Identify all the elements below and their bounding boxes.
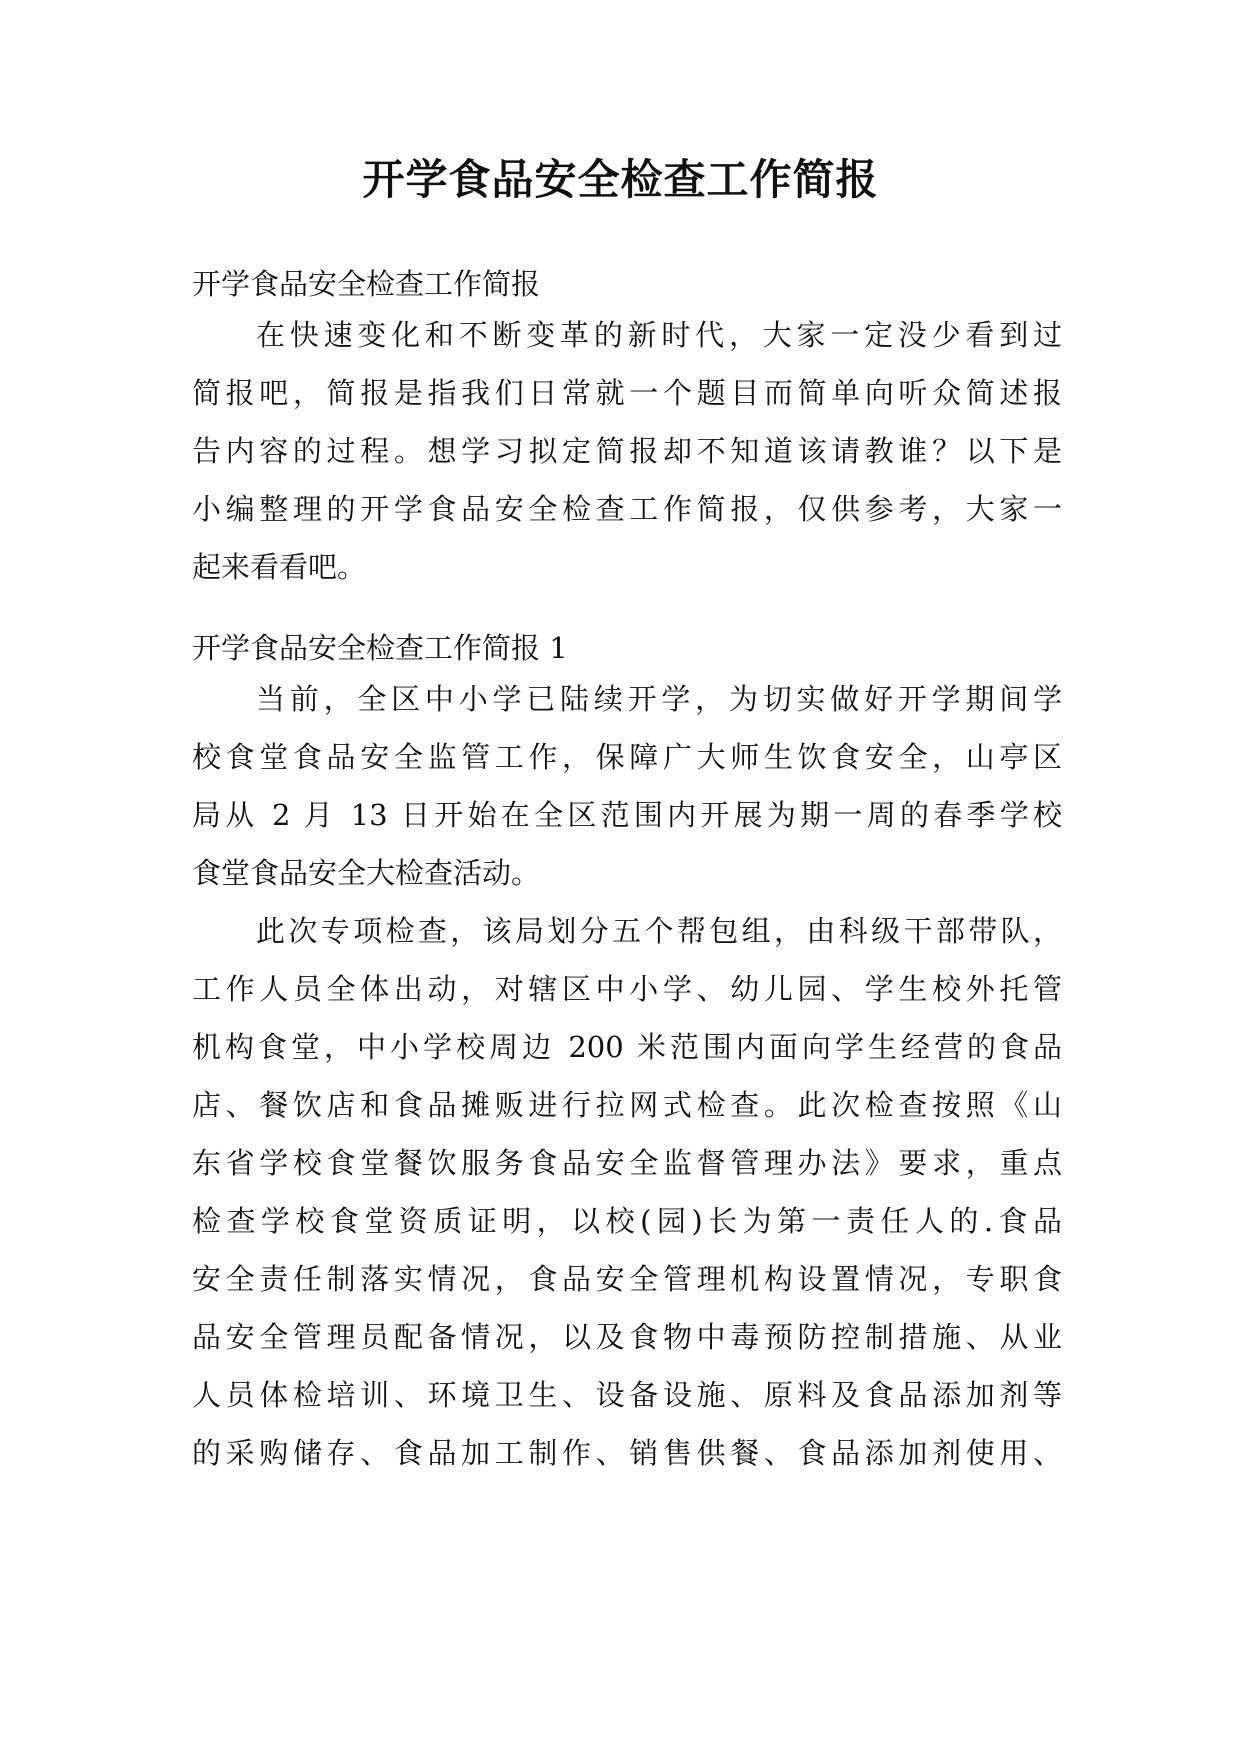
paragraph-line: 品安全管理员配备情况，以及食物中毒预防控制措施、从业 [192, 1320, 1062, 1354]
paragraph-line: 此次专项检查，该局划分五个帮包组，由科级干部带队， [256, 914, 1062, 948]
paragraph-line: 检查学校食堂资质证明，以校(园)长为第一责任人的.食品 [192, 1204, 1062, 1238]
paragraph-line: 东省学校食堂餐饮服务食品安全监督管理办法》要求，重点 [192, 1146, 1062, 1180]
paragraph-line: 局从 2 月 13 日开始在全区范围内开展为期一周的春季学校 [192, 798, 1062, 832]
intro-paragraph [192, 306, 1062, 596]
paragraph-line: 机构食堂，中小学校周边 200 米范围内面向学生经营的食品 [192, 1030, 1062, 1064]
intro-line: 小编整理的开学食品安全检查工作简报，仅供参考，大家一 [192, 492, 1062, 526]
paragraph-line: 校食堂食品安全监管工作，保障广大师生饮食安全，山亭区 [192, 740, 1062, 774]
subtitle: 开学食品安全检查工作简报 [192, 267, 541, 301]
intro-line: 起来看看吧。 [192, 550, 367, 584]
intro-line: 告内容的过程。想学习拟定简报却不知道该请教谁？以下是 [192, 434, 1062, 468]
intro-line: 在快速变化和不断变革的新时代，大家一定没少看到过 [256, 318, 1062, 352]
paragraph-line: 的采购储存、食品加工制作、销售供餐、食品添加剂使用、 [192, 1436, 1062, 1470]
paragraph-line: 安全责任制落实情况，食品安全管理机构设置情况，专职食 [192, 1262, 1062, 1296]
paragraph-line: 当前，全区中小学已陆续开学，为切实做好开学期间学 [256, 682, 1062, 716]
paragraph-line: 人员体检培训、环境卫生、设备设施、原料及食品添加剂等 [192, 1378, 1062, 1412]
section-heading-block [192, 619, 1062, 677]
intro-line: 简报吧，简报是指我们日常就一个题目而简单向听众简述报 [192, 376, 1062, 410]
paragraph-line: 店、餐饮店和食品摊贩进行拉网式检查。此次检查按照《山 [192, 1088, 1062, 1122]
section-heading: 开学食品安全检查工作简报 1 [192, 631, 568, 665]
paragraph-line: 食堂食品安全大检查活动。 [192, 856, 541, 890]
subtitle-block [192, 255, 1062, 313]
paragraph-2 [192, 902, 1062, 1482]
paragraph-1 [192, 670, 1062, 902]
paragraph-line: 工作人员全体出动，对辖区中小学、幼儿园、学生校外托管 [192, 972, 1062, 1006]
document-title: 开学食品安全检查工作简报 [362, 155, 879, 204]
